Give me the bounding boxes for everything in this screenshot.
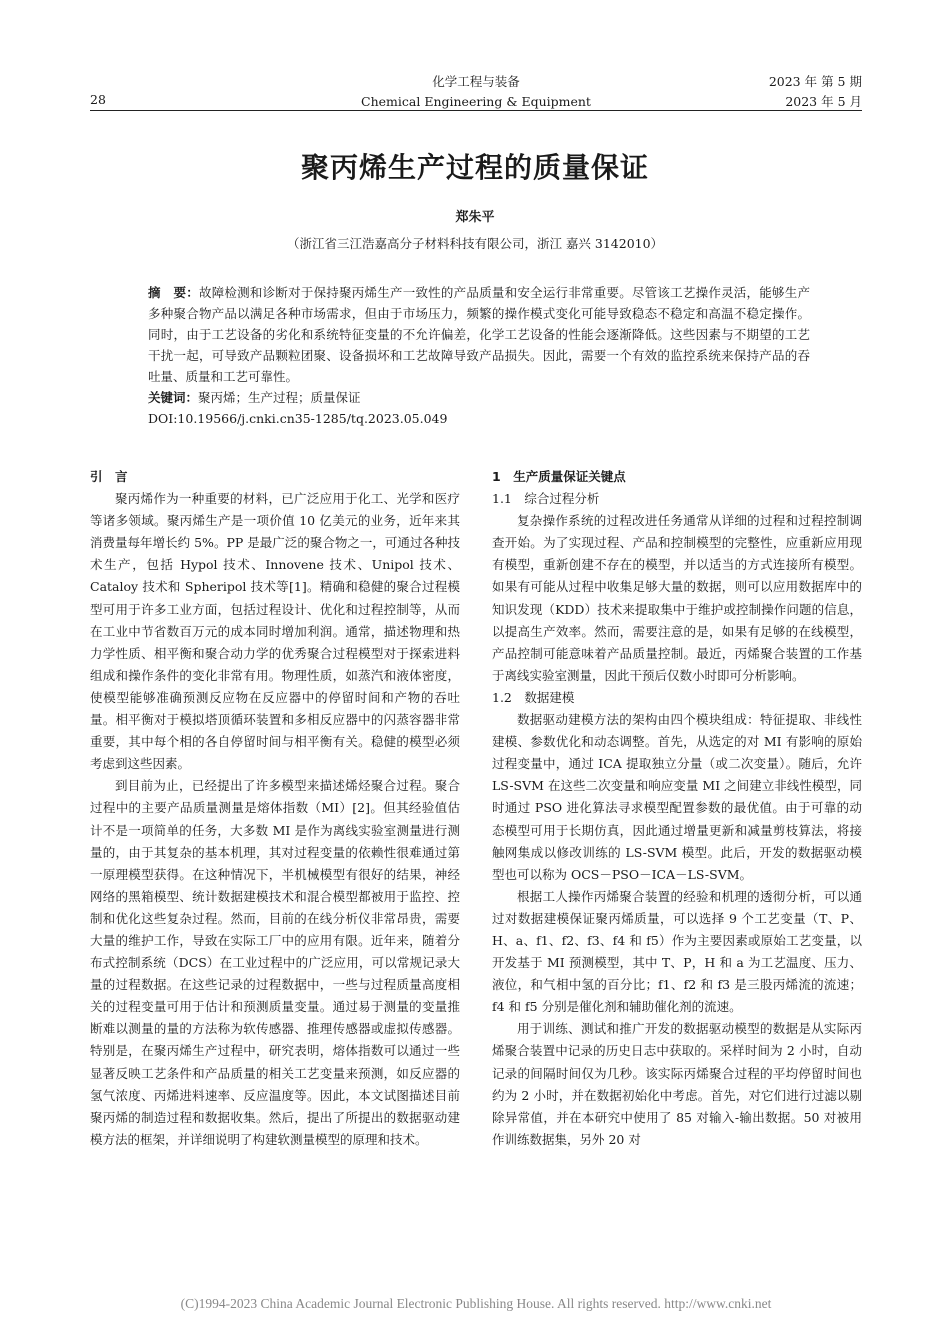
section-1-1-paragraph: 复杂操作系统的过程改进任务通常从详细的过程和过程控制调查开始。为了实现过程、产品和控制模型的完整性，应重新应用现有模型，重新创建不存在的模型，并以适当的方式连接所有模型。如果有可能从过程中收集足够大量的数据，则可以应用数据库中的知识发现（KDD）技术来提取集中于维护或控制操作问题的信息，以提高生产效率。然而，需要注意的是，如果有足够的在线模型，产品控制可能意味着产品质量控制。最近，丙烯聚合装置的工作基于离线实验室测量，因此干预后仅数小时即可分析影响。 xyxy=(492,513,862,683)
abstract xyxy=(148,282,810,387)
abstract-block xyxy=(148,282,810,429)
section-1-2-paragraph-1: 数据驱动建模方法的架构由四个模块组成：特征提取、非线性建模、参数优化和动态调整。首先，从选定的对 MI 有影响的原始过程变量中，通过 ICA 提取独立分量（或二次变量）。随后，允许 LS-SVM 在这些二次变量和响应变量 MI 之间建立非线性模型，同时通过 PSO 进化算法寻求模型配置参数的最优值。由于可靠的动态模型可用于长期仿真，因此通过增量更新和减量剪枝算法，将接触网集成以修改训练的 LS-SVM 模型。此后，开发的数据驱动模型也可以称为 OCS－PSO－ICA－LS-SVM。 xyxy=(492,712,862,882)
journal-name-cn: 化学工程与装备 xyxy=(432,74,520,89)
copyright-footer: (C)1994-2023 China Academic Journal Electronic Publishing House. All rights reserved. http://www.cnki.net xyxy=(180,1296,772,1311)
right-column xyxy=(492,466,862,1151)
abstract-text: 故障检测和诊断对于保持聚丙烯生产一致性的产品质量和安全运行非常重要。尽管该工艺操作灵活，能够生产多种聚合物产品以满足各种市场需求，但由于市场压力，频繁的操作模式变化可能导致稳态不稳定和高温不稳定操作。同时，由于工艺设备的劣化和系统特征变量的不允许偏差，化学工艺设备的性能会逐渐降低。这些因素与不期望的工艺干扰一起，可导致产品颗粒团聚、设备损坏和工艺故障导致产品损失。因此，需要一个有效的监控系统来保持产品的吞吐量、质量和工艺可靠性。 xyxy=(148,285,810,384)
intro-paragraph-1: 聚丙烯作为一种重要的材料，已广泛应用于化工、光学和医疗等诸多领域。聚丙烯生产是一项价值 10 亿美元的业务，近年来其消费量每年增长约 5%。PP 是最广泛的聚合物之一，可通过各种技术生产，包括 Hypol 技术、Innovene 技术、Unipol 技术、Cataloy 技术和 Spheripol 技术等[1]。精确和稳健的聚合过程模型可用于许多工业方面，包括过程设计、优化和过程控制等，从而在工业中节省数百万元的成本同时增加利润。通常，描述物理和热力学性质、相平衡和聚合动力学的优秀聚合过程模型对于探索进料组成和操作条件的变化非常有用。物理性质，如蒸汽和液体密度，使模型能够准确预测反应物在反应器中的停留时间和产物的吞吐量。相平衡对于模拟塔顶循环装置和多相反应器中的闪蒸容器非常重要，其中每个相的各自停留时间与相平衡有关。稳健的模型必须考虑到这些因素。 xyxy=(90,491,460,772)
journal-name xyxy=(90,72,862,112)
affiliation: （浙江省三江浩嘉高分子材料科技有限公司，浙江 嘉兴 3142010） xyxy=(286,236,664,251)
section-1-1-heading: 1.1 综合过程分析 xyxy=(492,491,600,507)
keywords-label: 关键词： xyxy=(148,390,199,405)
author: 郑朱平 xyxy=(455,210,495,225)
abstract-label: 摘 要： xyxy=(148,285,199,300)
page-header xyxy=(90,72,862,112)
issue-info xyxy=(769,72,862,112)
keywords-text: 聚丙烯；生产过程；质量保证 xyxy=(198,390,361,405)
intro-paragraph-2: 到目前为止，已经提出了许多模型来描述烯烃聚合过程。聚合过程中的主要产品质量测量是熔体指数（MI）[2]。但其经验值估计不是一项简单的任务，大多数 MI 是作为离线实验室测量进行测量的，由于其复杂的基本机理，其对过程变量的依赖性很难通过第一原理模型获得。在这种情况下，半机械模型有很好的结果，神经网络的黑箱模型、统计数据建模技术和混合模型都被用于监控、控制和优化这些复杂过程。然而，目前的在线分析仪非常昂贵，需要大量的维护工作，导致在实际工厂中的应用有限。近年来，随着分布式控制系统（DCS）在工业过程中的广泛应用，可以常规记录大量的过程数据。在这些记录的过程数据中，一些与过程质量高度相关的过程变量可用于估计和预测质量变量。通过易于测量的变量推断难以测量的量的方法称为软传感器、推理传感器或虚拟传感器。特别是，在聚丙烯生产过程中，研究表明，熔体指数可以通过一些显著反映工艺条件和产品质量的相关工艺变量来预测，如反应器的氢气浓度、丙烯进料速率、反应温度等。因此，本文试图描述目前聚丙烯的制造过程和数据收集。然后，提出了所提出的数据驱动建模方法的框架，并详细说明了构建软测量模型的原理和技术。 xyxy=(90,778,460,1147)
journal-name-en: Chemical Engineering & Equipment xyxy=(361,94,591,109)
intro-heading: 引 言 xyxy=(90,469,128,484)
issue-number: 2023 年 第 5 期 xyxy=(768,74,862,89)
page-number: 28 xyxy=(90,92,106,107)
header-rule xyxy=(90,110,862,111)
keywords xyxy=(148,387,810,408)
left-column xyxy=(90,466,460,1151)
section-1-heading: 1 生产质量保证关键点 xyxy=(492,469,626,484)
section-1-2-paragraph-3: 用于训练、测试和推广开发的数据驱动模型的数据是从实际丙烯聚合装置中记录的历史日志中获取的。采样时间为 2 小时，自动记录的间隔时间仅为几秒。该实际丙烯聚合过程的平均停留时间也约为 2 小时，并在数据初始化中考虑。首先，对它们进行过滤以剔除异常值，并在本研究中使用了 85 对输入-输出数据。50 对被用作训练数据集，另外 20 对 xyxy=(492,1021,862,1147)
section-1-2-heading: 1.2 数据建模 xyxy=(492,689,575,705)
issue-date: 2023 年 5 月 xyxy=(785,94,862,109)
paper-title: 聚丙烯生产过程的质量保证 xyxy=(300,151,649,184)
doi: DOI:10.19566/j.cnki.cn35-1285/tq.2023.05.049 xyxy=(148,411,448,426)
section-1-2-paragraph-2: 根据工人操作丙烯聚合装置的经验和机理的透彻分析，可以通过对数据建模保证聚丙烯质量，可以选择 9 个工艺变量（T、P、H、a、f1、f2、f3、f4 和 f5）作为主要因素或原始工艺变量，以开发基于 MI 预测模型，其中 T、P，H 和 a 为工艺温度、压力、液位，和气相中氢的百分比；f1、f2 和 f3 是三股丙烯流的流速；f4 和 f5 分别是催化剂和辅助催化剂的流速。 xyxy=(492,888,862,1015)
